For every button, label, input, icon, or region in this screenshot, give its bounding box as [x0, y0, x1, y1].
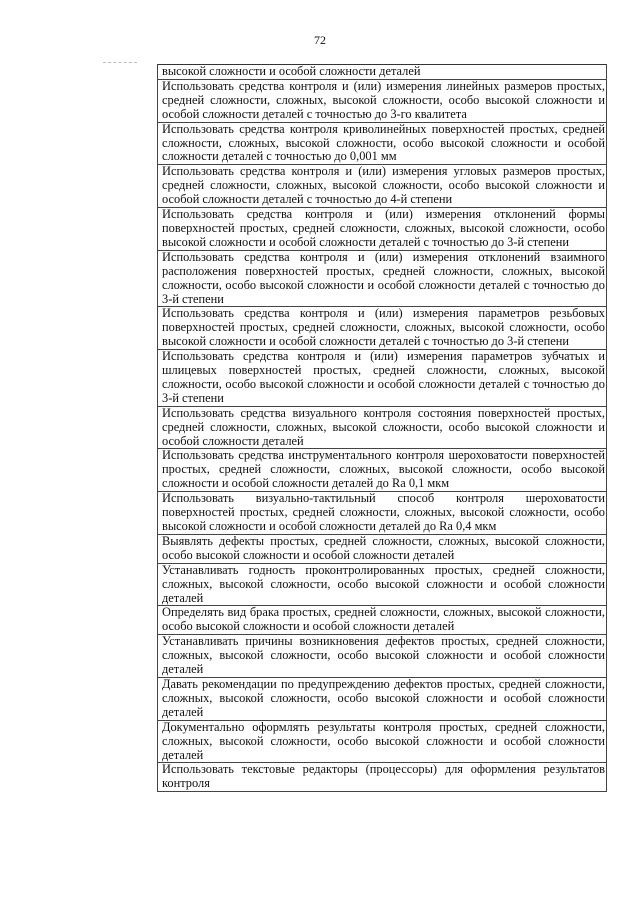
table-row: Использовать средства инструментального контроля шероховатости поверхностей простых, средней сложности, сложных, высокой сложности, особо высокой сложности и особой сложности деталей до Ra 0,1 мкм — [158, 449, 606, 492]
table-row: высокой сложности и особой сложности деталей — [158, 65, 606, 80]
table-row: Использовать текстовые редакторы (процессоры) для оформления результатов контроля — [158, 763, 606, 792]
table-row: Определять вид брака простых, средней сложности, сложных, высокой сложности, особо высокой сложности и особой сложности деталей — [158, 606, 606, 635]
table-row: Использовать средства визуального контроля состояния поверхностей простых, средней сложности, сложных, высокой сложности, особо высокой сложности и особой сложности деталей — [158, 407, 606, 450]
table-row: Использовать средства контроля и (или) измерения угловых размеров простых, средней сложности, сложных, высокой сложности, особо высокой сложности и особой сложности деталей с точностью до 4-й степени — [158, 165, 606, 208]
table-row: Использовать средства контроля и (или) измерения параметров резьбовых поверхностей простых, средней сложности, сложных, высокой сложности, особо высокой сложности и особой сложности деталей с точностью до 3-й степени — [158, 307, 606, 350]
table-row: Использовать средства контроля и (или) измерения линейных размеров простых, средней сложности, сложных, высокой сложности, особо высокой сложности и особой сложности деталей с точностью до 3-го квалитета — [158, 80, 606, 123]
table-row: Использовать средства контроля и (или) измерения параметров зубчатых и шлицевых поверхностей простых, средней сложности, сложных, высокой сложности, особо высокой сложности и особой сложности деталей с точностью до 3-й степени — [158, 350, 606, 407]
left-column-edge — [103, 62, 137, 863]
table-row: Использовать средства контроля и (или) измерения отклонений взаимного расположения поверхностей простых, средней сложности, сложных, высокой сложности, особо высокой сложности и особой сложности деталей с точностью до 3-й степени — [158, 251, 606, 308]
table-row: Использовать визуально-тактильный способ контроля шероховатости поверхностей простых, средней сложности, сложных, высокой сложности, особо высокой сложности и особой сложности деталей до Ra 0,4 мкм — [158, 492, 606, 535]
page-number: 72 — [314, 33, 326, 47]
table-row: Выявлять дефекты простых, средней сложности, сложных, высокой сложности, особо высокой сложности и особой сложности деталей — [158, 535, 606, 564]
table-row: Использовать средства контроля и (или) измерения отклонений формы поверхностей простых, средней сложности, сложных, высокой сложности, особо высокой сложности и особой сложности деталей с точностью до 3-й степени — [158, 208, 606, 251]
table-row: Использовать средства контроля криволинейных поверхностей простых, средней сложности, сложных, высокой сложности, особо высокой сложности и особой сложности деталей с точностью до 0,001 мм — [158, 123, 606, 166]
table-row: Устанавливать годность проконтролированных простых, средней сложности, сложных, высокой сложности, особо высокой сложности и особой сложности деталей — [158, 564, 606, 607]
table-row: Документально оформлять результаты контроля простых, средней сложности, сложных, высокой сложности, особо высокой сложности и особой сложности деталей — [158, 721, 606, 764]
table-row: Давать рекомендации по предупреждению дефектов простых, средней сложности, сложных, высокой сложности, особо высокой сложности и особой сложности деталей — [158, 678, 606, 721]
skills-table — [157, 64, 607, 792]
table-row: Устанавливать причины возникновения дефектов простых, средней сложности, сложных, высокой сложности, особо высокой сложности и особой сложности деталей — [158, 635, 606, 678]
